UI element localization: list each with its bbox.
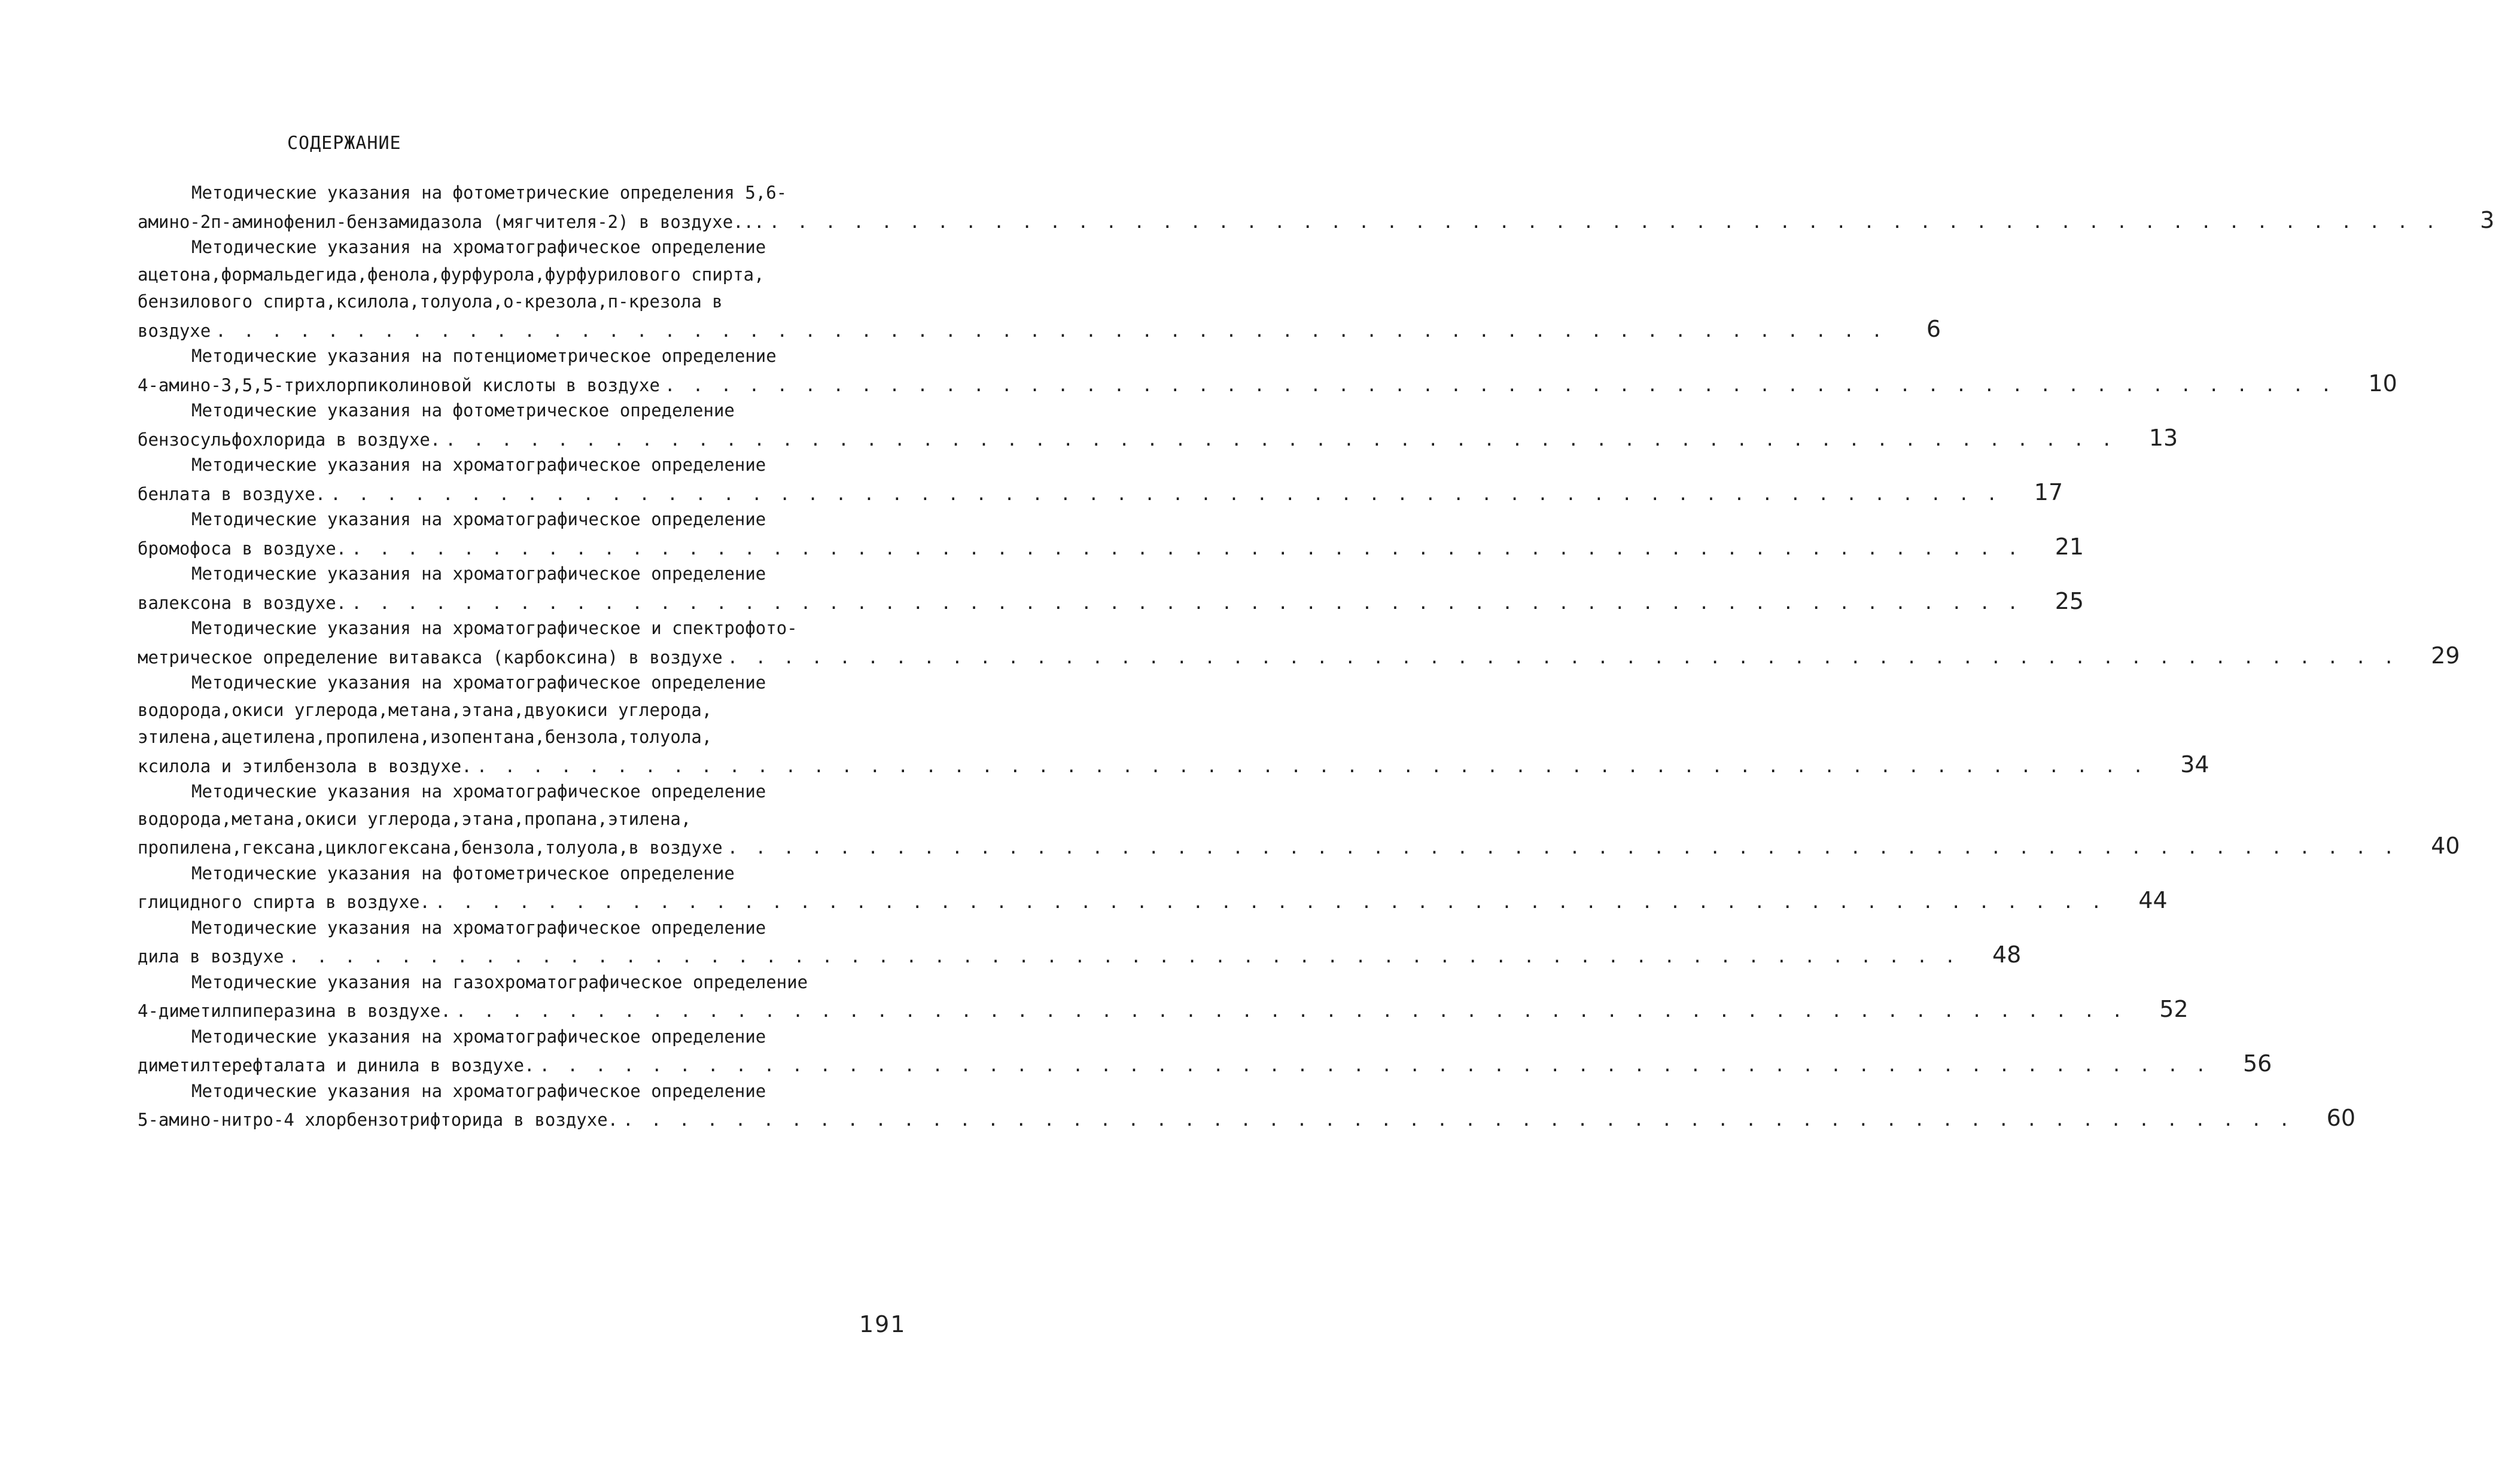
toc-entry bbox=[138, 915, 2022, 969]
dot-leader: . . . . . . . . . . . . . . . . . . . . . . . . . . . . . . . . . . . . . . . . . . . . . . . . . . . . . . . . . . . . bbox=[455, 1001, 2126, 1021]
toc-entry-line: ацетона,формальдегида,фенола,фурфурола,фурфурилового спирта, bbox=[138, 264, 765, 285]
toc-entry-text: 5-амино-нитро-4 хлорбензотрифторида в воздухе. bbox=[138, 1110, 619, 1130]
toc-entry-last-line bbox=[138, 1050, 2272, 1078]
toc-entry-last-line bbox=[138, 587, 2084, 615]
toc-entry-last-line bbox=[138, 315, 1941, 343]
toc-entry-line: Методические указания на хроматографическое определение bbox=[191, 1080, 766, 1101]
toc-entry-last-line bbox=[138, 206, 2495, 234]
toc-entry bbox=[138, 1023, 2272, 1078]
toc-entry bbox=[138, 669, 2209, 778]
toc-page-number: 13 bbox=[2148, 424, 2178, 451]
toc-entry-text: 4-амино-3,5,5-трихлорпиколиновой кислоты в воздухе bbox=[138, 374, 660, 395]
toc-entry-last-line bbox=[138, 479, 2063, 507]
dot-leader: . . . . . . . . . . . . . . . . . . . . . . . . . . . . . . . . . . . . . . . . . . . . . . . . . . . . . . . . . . . . bbox=[539, 1055, 2210, 1075]
toc-entry-line: Методические указания на хроматографическое определение bbox=[191, 509, 766, 529]
toc-entry-line: бензилового спирта,ксилола,толуола,о-крезола,п-крезола в bbox=[138, 291, 723, 312]
toc-entry-text: бенлата в воздухе. bbox=[138, 483, 326, 504]
toc-entry-line: Методические указания на хроматографическое определение bbox=[191, 672, 766, 693]
toc-entry-last-line bbox=[138, 996, 2189, 1023]
toc-entry-line: Методические указания на хроматографическое определение bbox=[191, 237, 766, 257]
toc-entry-line: водорода,метана,окиси углерода,этана,пропана,этилена, bbox=[138, 808, 692, 829]
toc-entry-line: Методические указания на хроматографическое определение bbox=[191, 781, 766, 802]
dot-leader: . . . . . . . . . . . . . . . . . . . . . . . . . . . . . . . . . . . . . . . . . . . . . . . . . . . . . . . . . . . . bbox=[215, 320, 1886, 341]
toc-entry-line: Методические указания на хроматографическое и спектрофото- bbox=[191, 618, 798, 638]
toc-entry bbox=[138, 560, 2084, 615]
toc-entry-text: глицидного спирта в воздухе. bbox=[138, 892, 430, 912]
toc-page-number: 34 bbox=[2180, 751, 2209, 778]
toc-entry-last-line bbox=[138, 751, 2209, 779]
dot-leader: . . . . . . . . . . . . . . . . . . . . . . . . . . . . . . . . . . . . . . . . . . . . . . . . . . . . . . . . . . . . bbox=[769, 211, 2440, 232]
toc-entry-text: валексона в воздухе. bbox=[138, 592, 347, 613]
toc-page-number: 40 bbox=[2431, 833, 2460, 859]
toc-page-number: 52 bbox=[2159, 996, 2189, 1022]
toc-page-number: 29 bbox=[2431, 642, 2460, 669]
toc-entry-text: ксилола и этилбензола в воздухе. bbox=[138, 755, 472, 776]
toc-page-number: 3 bbox=[2480, 206, 2495, 233]
toc-entry-text: амино-2п-аминофенил-бензамидазола (мягчителя-2) в воздухе... bbox=[138, 211, 765, 232]
toc-page-number: 17 bbox=[2034, 479, 2063, 505]
toc-page-number: 25 bbox=[2055, 587, 2084, 614]
toc-page-number: 10 bbox=[2368, 370, 2397, 397]
toc-entry-text: метрическое определение витавакса (карбоксина) в воздухе bbox=[138, 647, 723, 668]
dot-leader: . . . . . . . . . . . . . . . . . . . . . . . . . . . . . . . . . . . . . . . . . . . . . . . . . . . . . . . . . . . . bbox=[351, 538, 2022, 559]
dot-leader: . . . . . . . . . . . . . . . . . . . . . . . . . . . . . . . . . . . . . . . . . . . . . . . . . . . . . . . . . . . . bbox=[288, 946, 1959, 967]
toc-entry-line: Методические указания на газохроматографическое определение bbox=[191, 971, 808, 992]
toc-entry-last-line bbox=[138, 833, 2460, 860]
page-number: 191 bbox=[859, 1311, 906, 1337]
toc-entry-line: Методические указания на фотометрические определения 5,6- bbox=[191, 182, 787, 203]
toc-entry-last-line bbox=[138, 424, 2178, 452]
dot-leader: . . . . . . . . . . . . . . . . . . . . . . . . . . . . . . . . . . . . . . . . . . . . . . . . . . . . . . . . . . . . bbox=[351, 592, 2022, 613]
dot-leader: . . . . . . . . . . . . . . . . . . . . . . . . . . . . . . . . . . . . . . . . . . . . . . . . . . . . . . . . . . . . bbox=[727, 647, 2398, 668]
toc-page-number: 21 bbox=[2055, 533, 2084, 560]
toc-entry-line: Методические указания на фотометрическое определение bbox=[191, 400, 735, 420]
toc-entry-text: диметилтерефталата и динила в воздухе. bbox=[138, 1055, 535, 1075]
toc-entry bbox=[138, 397, 2178, 452]
toc-page-number: 6 bbox=[1926, 315, 1941, 342]
dot-leader: . . . . . . . . . . . . . . . . . . . . . . . . . . . . . . . . . . . . . . . . . . . . . . . . . . . . . . . . . . . . bbox=[330, 483, 2001, 504]
toc-entry-last-line bbox=[138, 370, 2397, 398]
toc-entry bbox=[138, 234, 1941, 343]
toc-entry bbox=[138, 969, 2189, 1023]
toc-entry-line: Методические указания на хроматографическое определение bbox=[191, 1026, 766, 1047]
toc-entry-last-line bbox=[138, 941, 2022, 969]
dot-leader: . . . . . . . . . . . . . . . . . . . . . . . . . . . . . . . . . . . . . . . . . . . . . . . . . . . . . . . . . . . . bbox=[727, 837, 2398, 858]
table-of-contents bbox=[138, 179, 2495, 1132]
toc-entry bbox=[138, 506, 2084, 560]
toc-entry bbox=[138, 343, 2397, 397]
toc-entry bbox=[138, 179, 2495, 234]
dot-leader: . . . . . . . . . . . . . . . . . . . . . . . . . . . . . . . . . . . . . . . . . . . . . . . . . . . . . . . . . . . . bbox=[476, 755, 2147, 776]
dot-leader: . . . . . . . . . . . . . . . . . . . . . . . . . . . . . . . . . . . . . . . . . . . . . . . . . . . . . . . . . . . . bbox=[434, 892, 2105, 912]
toc-page-number: 60 bbox=[2326, 1105, 2355, 1131]
page-title: СОДЕРЖАНИЕ bbox=[287, 133, 401, 154]
toc-entry-line: Методические указания на потенциометрическое определение bbox=[191, 346, 777, 366]
toc-entry-text: бромофоса в воздухе. bbox=[138, 538, 347, 559]
toc-entry-text: дила в воздухе bbox=[138, 946, 284, 967]
toc-entry-last-line bbox=[138, 642, 2460, 670]
toc-entry bbox=[138, 1078, 2355, 1132]
toc-page-number: 48 bbox=[1992, 941, 2022, 968]
toc-entry-line: Методические указания на хроматографическое определение bbox=[191, 563, 766, 584]
toc-entry-line: Методические указания на фотометрическое определение bbox=[191, 863, 735, 883]
toc-entry bbox=[138, 778, 2460, 860]
toc-page-number: 56 bbox=[2242, 1050, 2272, 1077]
toc-entry bbox=[138, 615, 2460, 669]
toc-entry-text: бензосульфохлорида в воздухе. bbox=[138, 429, 441, 450]
dot-leader: . . . . . . . . . . . . . . . . . . . . . . . . . . . . . . . . . . . . . . . . . . . . . . . . . . . . . . . . . . . . bbox=[664, 374, 2335, 395]
toc-entry-last-line bbox=[138, 887, 2168, 915]
dot-leader: . . . . . . . . . . . . . . . . . . . . . . . . . . . . . . . . . . . . . . . . . . . . . . . . . . . . . . . . . . . . bbox=[445, 429, 2116, 450]
toc-entry bbox=[138, 452, 2063, 506]
toc-entry-line: Методические указания на хроматографическое определение bbox=[191, 917, 766, 938]
toc-entry-text: 4-диметилпиперазина в воздухе. bbox=[138, 1001, 451, 1021]
toc-entry-text: воздухе bbox=[138, 320, 211, 341]
toc-entry-line: водорода,окиси углерода,метана,этана,двуокиси углерода, bbox=[138, 699, 713, 720]
toc-entry-line: этилена,ацетилена,пропилена,изопентана,бензола,толуола, bbox=[138, 727, 713, 747]
toc-page-number: 44 bbox=[2138, 887, 2168, 913]
toc-entry-last-line bbox=[138, 1105, 2355, 1132]
toc-entry-text: пропилена,гексана,циклогексана,бензола,толуола,в воздухе bbox=[138, 837, 723, 858]
dot-leader: . . . . . . . . . . . . . . . . . . . . . . . . . . . . . . . . . . . . . . . . . . . . . . . . . . . . . . . . . . . . bbox=[623, 1110, 2293, 1130]
toc-entry bbox=[138, 860, 2168, 915]
toc-entry-line: Методические указания на хроматографическое определение bbox=[191, 455, 766, 475]
toc-entry-last-line bbox=[138, 533, 2084, 561]
